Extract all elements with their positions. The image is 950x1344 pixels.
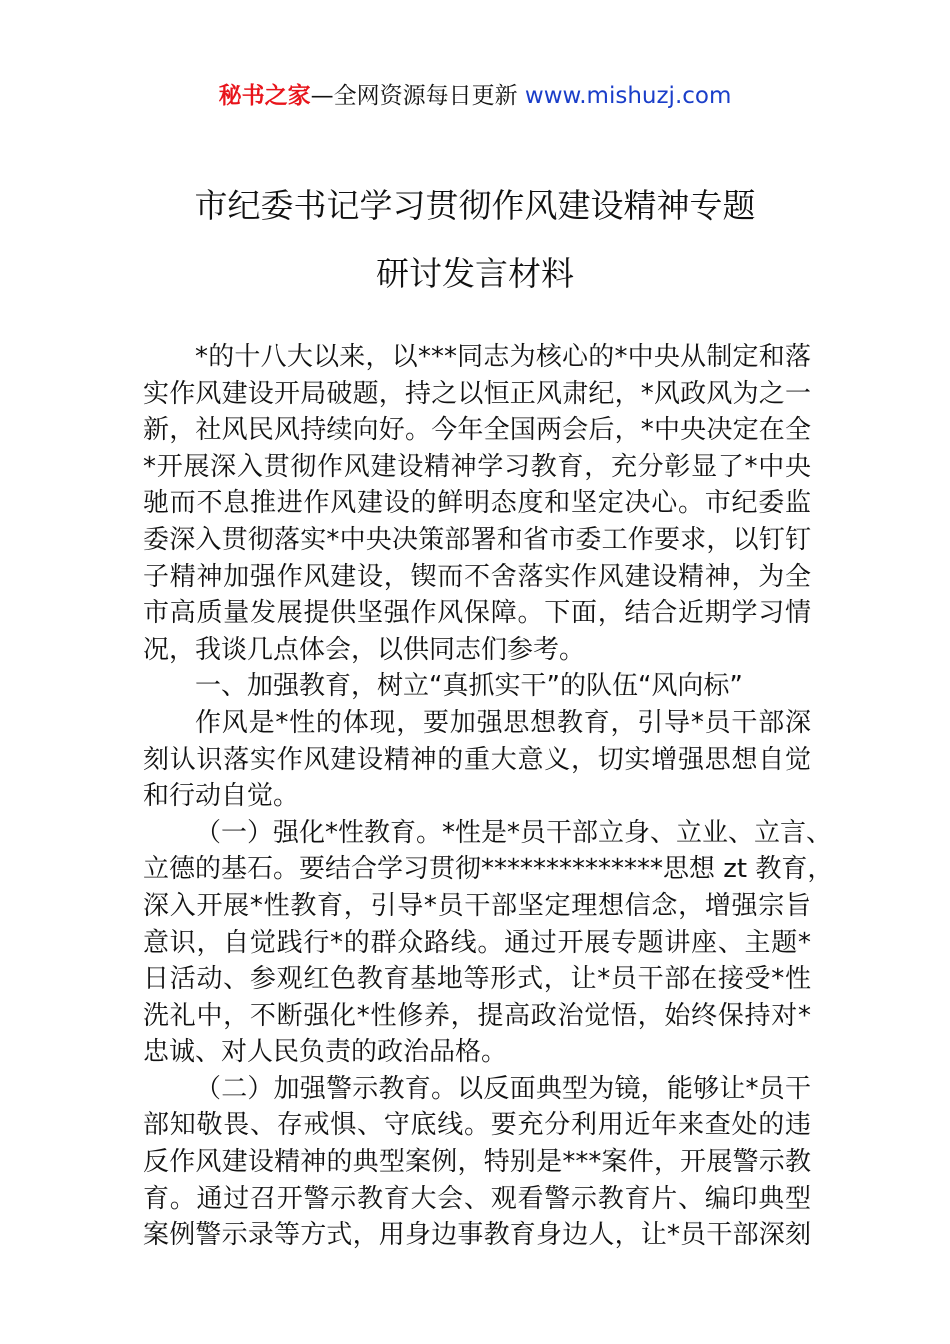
body-line: 洗礼中，不断强化*性修养，提高政治觉悟，始终保持对*: [143, 1000, 811, 1031]
body-line: 反作风建设精神的典型案例，特别是***案件，开展警示教: [143, 1147, 811, 1178]
body-line: *的十八大以来，以***同志为核心的*中央从制定和落: [195, 342, 811, 372]
body-line: 日活动、参观红色教育基地等形式，让*员干部在接受*性: [143, 964, 811, 995]
body-line: 部知敬畏、存戒惧、守底线。要充分利用近年来查处的违: [143, 1110, 811, 1141]
body-line: 子精神加强作风建设，锲而不舍落实作风建设精神，为全: [143, 561, 811, 592]
subsection-heading: （一）强化*性教育。*性是*员干部立身、立业、立言、: [195, 817, 833, 848]
body-line: 深入开展*性教育，引导*员干部坚定理想信念，增强宗旨: [143, 890, 811, 921]
body-line: 市高质量发展提供坚强作风保障。下面，结合近期学习情: [143, 598, 811, 629]
page-header: [0, 80, 950, 112]
body-line: 育。通过召开警示教育大会、观看警示教育片、编印典型: [143, 1183, 811, 1214]
body-line: 忠诚、对人民负责的政治品格。: [143, 1037, 508, 1068]
document-body: [143, 339, 834, 1254]
body-line: 作风是*性的体现，要加强思想教育，引导*员干部深: [195, 707, 811, 738]
body-line: *开展深入贯彻作风建设精神学习教育，充分彰显了*中央: [143, 451, 811, 482]
body-line: 驰而不息推进作风建设的鲜明态度和坚定决心。市纪委监: [143, 488, 811, 519]
body-line: 案例警示录等方式，用身边事教育身边人，让*员干部深刻: [143, 1220, 811, 1251]
body-line: 况，我谈几点体会，以供同志们参考。: [143, 634, 586, 665]
body-line: 实作风建设开局破题，持之以恒正风肃纪，*风政风为之一: [143, 378, 811, 409]
body-line: 新，社风民风持续向好。今年全国两会后，*中央决定在全: [143, 415, 811, 446]
section-heading: 一、加强教育，树立“真抓实干”的队伍“风向标”: [195, 671, 743, 702]
title-line-2: 研讨发言材料: [376, 254, 574, 293]
document-title: [0, 172, 950, 308]
site-url-link[interactable]: www.mishuzj.com: [524, 83, 732, 109]
header-tagline: —全网资源每日更新: [310, 83, 525, 109]
subsection-heading: （二）加强警示教育。以反面典型为镜，能够让*员干: [195, 1073, 811, 1104]
body-line: 意识，自觉践行*的群众路线。通过开展专题讲座、主题*: [143, 927, 811, 958]
body-line: 立德的基石。要结合学习贯彻**************思想 zt 教育，: [143, 854, 834, 885]
body-line: 委深入贯彻落实*中央决策部署和省市委工作要求，以钉钉: [143, 524, 811, 555]
brand-name: 秘书之家: [218, 83, 311, 109]
body-line: 刻认识落实作风建设精神的重大意义，切实增强思想自觉: [143, 744, 811, 775]
title-line-1: 市纪委书记学习贯彻作风建设精神专题: [194, 186, 756, 225]
body-line: 和行动自觉。: [143, 781, 300, 812]
